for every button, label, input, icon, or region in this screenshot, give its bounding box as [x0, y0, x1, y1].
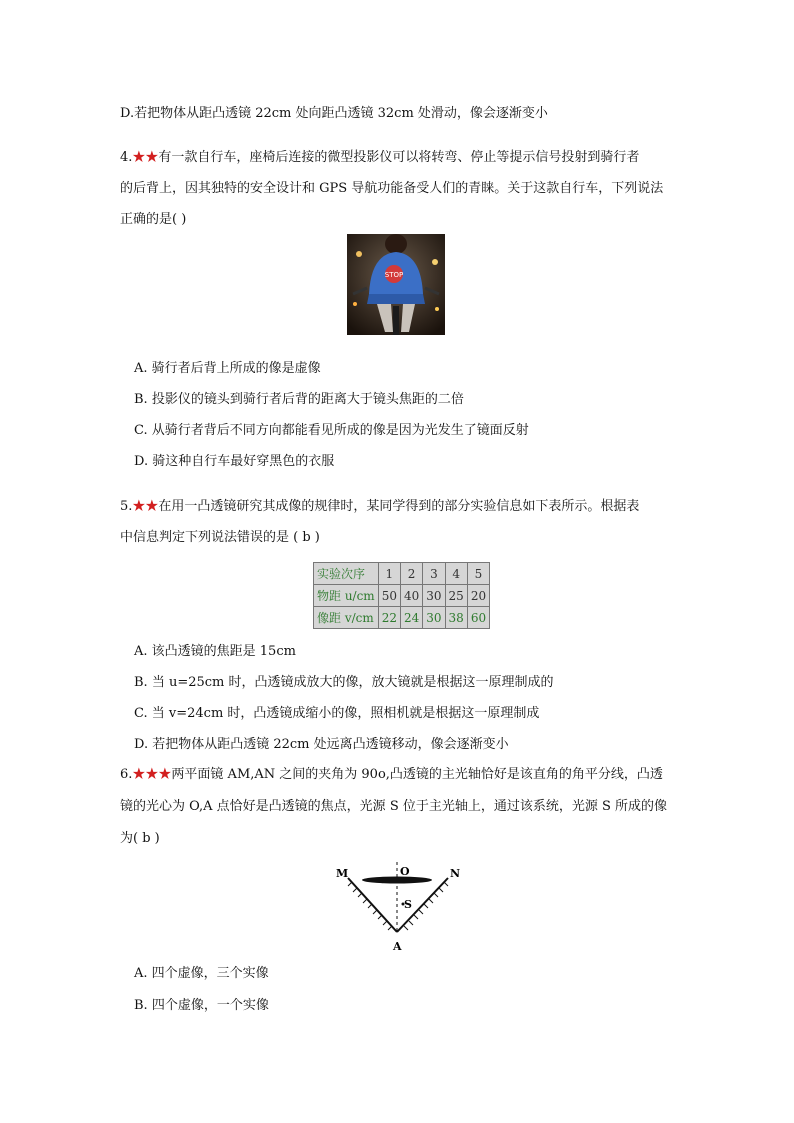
- table-row: [314, 585, 490, 607]
- table-cell: 2: [400, 563, 422, 585]
- q5-option-c: C. 当 v=24cm 时，凸透镜成缩小的像，照相机就是根据这一原理制成: [134, 706, 540, 721]
- q5-stem-line1: [120, 499, 639, 515]
- q4-number: 4.: [120, 150, 133, 165]
- q4-option-c: C. 从骑行者背后不同方向都能看见所成的像是因为光发生了镜面反射: [134, 423, 529, 438]
- q6-number: 6.: [120, 767, 133, 782]
- table-cell: 50: [378, 585, 400, 607]
- label-s: S: [404, 898, 412, 911]
- table-cell: 25: [445, 585, 467, 607]
- table-cell: 38: [445, 607, 467, 629]
- table-row-label-object-distance: 物距 u/cm: [314, 585, 379, 607]
- q5-option-d: D. 若把物体从距凸透镜 22cm 处远离凸透镜移动，像会逐渐变小: [134, 737, 509, 752]
- table-cell: 5: [467, 563, 489, 585]
- q6-option-a: A. 四个虚像，三个实像: [134, 966, 269, 981]
- q4-option-d: D. 骑这种自行车最好穿黑色的衣服: [134, 454, 335, 469]
- q6-option-b: B. 四个虚像，一个实像: [134, 998, 269, 1013]
- q4-option-b: B. 投影仪的镜头到骑行者后背的距离大于镜头焦距的二倍: [134, 392, 464, 407]
- bicycle-projector-photo: [347, 234, 445, 335]
- q6-stem-line3: 为( b ): [120, 831, 160, 846]
- table-cell: 30: [423, 585, 445, 607]
- label-o: O: [400, 865, 410, 878]
- table-cell: 4: [445, 563, 467, 585]
- q3-option-d: D.若把物体从距凸透镜 22cm 处向距凸透镜 32cm 处滑动，像会逐渐变小: [120, 106, 548, 121]
- q5-stem-line2: 中信息判定下列说法错误的是 ( b ): [120, 530, 320, 545]
- label-a: A: [393, 940, 402, 953]
- label-n: N: [450, 867, 461, 880]
- table-cell: 40: [400, 585, 422, 607]
- table-header-row: [314, 563, 490, 585]
- q5-option-b: B. 当 u=25cm 时，凸透镜成放大的像，放大镜就是根据这一原理制成的: [134, 675, 554, 690]
- table-cell: 22: [378, 607, 400, 629]
- q5-stem-text1: 在用一凸透镜研究其成像的规律时，某同学得到的部分实验信息如下表所示。根据表: [158, 499, 640, 514]
- label-m: M: [336, 867, 349, 880]
- q4-difficulty-stars: ★★: [132, 150, 159, 165]
- q6-stem-line1: [120, 767, 663, 783]
- q4-stem-line2: 的后背上，因其独特的安全设计和 GPS 导航功能备受人们的青睐。关于这款自行车，下列说法: [120, 181, 664, 196]
- experiment-data-table: [313, 562, 490, 629]
- table-cell: 20: [467, 585, 489, 607]
- mirror-lens-diagram: [330, 862, 470, 957]
- table-row: [314, 607, 490, 629]
- q5-option-a: A. 该凸透镜的焦距是 15cm: [134, 644, 296, 659]
- q5-number: 5.: [120, 499, 133, 514]
- q6-difficulty-stars: ★★★: [132, 767, 172, 782]
- q4-option-a: A. 骑行者后背上所成的像是虚像: [134, 361, 321, 376]
- q6-stem-line2: 镜的光心为 O,A 点恰好是凸透镜的焦点，光源 S 位于主光轴上，通过该系统，光源 S 所成的像: [120, 799, 668, 814]
- stop-sign-text: STOP: [384, 271, 404, 279]
- table-cell: 24: [400, 607, 422, 629]
- q4-stem-text1: 有一款自行车，座椅后连接的微型投影仪可以将转弯、停止等提示信号投射到骑行者: [158, 150, 640, 165]
- table-cell: 1: [378, 563, 400, 585]
- q4-stem-line1: [120, 150, 639, 166]
- table-cell: 30: [423, 607, 445, 629]
- table-header-label: 实验次序: [314, 563, 379, 585]
- table-cell: 60: [467, 607, 489, 629]
- q4-stem-line3: 正确的是( ): [120, 212, 187, 227]
- q6-stem-text1: 两平面镜 AM,AN 之间的夹角为 90o,凸透镜的主光轴恰好是该直角的角平分线，凸透: [171, 767, 663, 782]
- table-cell: 3: [423, 563, 445, 585]
- q5-difficulty-stars: ★★: [132, 499, 159, 514]
- table-row-label-image-distance: 像距 v/cm: [314, 607, 379, 629]
